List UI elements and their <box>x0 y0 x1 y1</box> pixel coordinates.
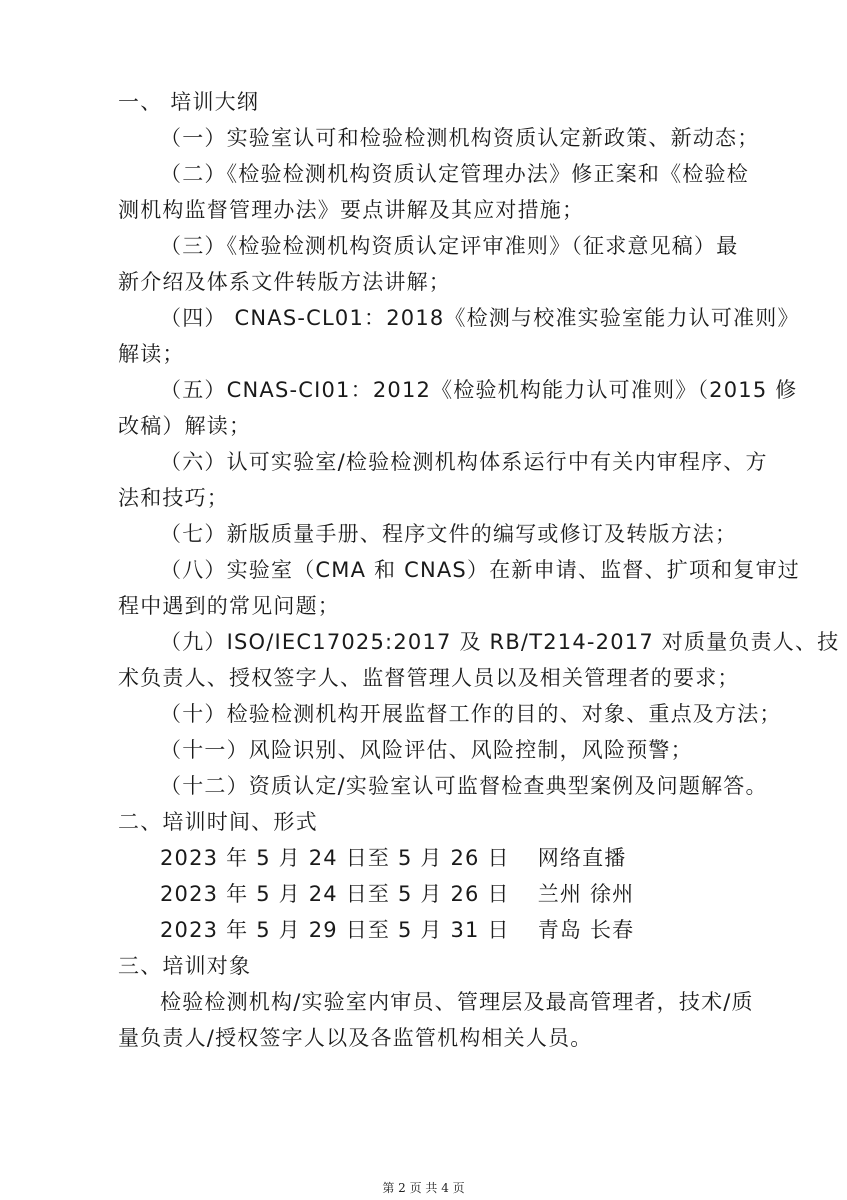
section-heading-audience: 三、培训对象 <box>118 954 252 978</box>
outline-item-5: （五）CNAS-CI01：2012《检验机构能力认可准则》（2015 修 <box>160 378 798 402</box>
schedule-place: 网络直播 <box>537 846 627 870</box>
outline-item-2: （二）《检验检测机构资质认定管理办法》修正案和《检验检 <box>160 162 749 186</box>
outline-item-3-cont: 新介绍及体系文件转版方法讲解； <box>118 270 451 294</box>
outline-item-3: （三）《检验检测机构资质认定评审准则》（征求意见稿）最 <box>160 234 739 258</box>
schedule-place: 青岛 长春 <box>537 918 635 942</box>
outline-item-6-cont: 法和技巧； <box>118 486 229 510</box>
page-number-footer: 第 2 页 共 4 页 <box>382 1181 465 1195</box>
audience-line-1: 检验检测机构/实验室内审员、管理层及最高管理者，技术/质 <box>160 990 754 1014</box>
schedule-place: 兰州 徐州 <box>537 882 635 906</box>
outline-item-4-cont: 解读； <box>118 342 185 366</box>
schedule-row <box>160 880 634 908</box>
outline-item-4: （四） CNAS-CL01：2018《检测与校准实验室能力认可准则》 <box>160 306 800 330</box>
outline-item-7: （七）新版质量手册、程序文件的编写或修订及转版方法； <box>160 522 738 546</box>
outline-item-6: （六）认可实验室/检验检测机构体系运行中有关内审程序、方 <box>160 450 768 474</box>
section-heading-outline: 一、 培训大纲 <box>118 90 260 114</box>
outline-item-8-cont: 程中遇到的常见问题； <box>118 594 340 618</box>
audience-line-2: 量负责人/授权签字人以及各监管机构相关人员。 <box>118 1026 593 1050</box>
schedule-date: 2023 年 5 月 24 日至 5 月 26 日 <box>160 846 510 870</box>
outline-item-9-cont: 术负责人、授权签字人、监督管理人员以及相关管理者的要求； <box>118 666 740 690</box>
schedule-date: 2023 年 5 月 24 日至 5 月 26 日 <box>160 882 510 906</box>
outline-item-8: （八）实验室（CMA 和 CNAS）在新申请、监督、扩项和复审过 <box>160 558 800 582</box>
outline-item-1: （一）实验室认可和检验检测机构资质认定新政策、新动态； <box>160 126 760 150</box>
section-heading-schedule: 二、培训时间、形式 <box>118 810 318 834</box>
outline-item-12: （十二）资质认定/实验室认可监督检查典型案例及问题解答。 <box>160 774 768 798</box>
schedule-row <box>160 844 627 872</box>
schedule-row <box>160 916 634 944</box>
schedule-date: 2023 年 5 月 29 日至 5 月 31 日 <box>160 918 510 942</box>
outline-item-10: （十）检验检测机构开展监督工作的目的、对象、重点及方法； <box>160 702 782 726</box>
outline-item-11: （十一）风险识别、风险评估、风险控制，风险预警； <box>160 738 693 762</box>
outline-item-2-cont: 测机构监督管理办法》要点讲解及其应对措施； <box>118 198 585 222</box>
outline-item-9: （九）ISO/IEC17025:2017 及 RB/T214-2017 对质量负责人、技 <box>160 630 840 654</box>
outline-item-5-cont: 改稿）解读； <box>118 414 252 438</box>
